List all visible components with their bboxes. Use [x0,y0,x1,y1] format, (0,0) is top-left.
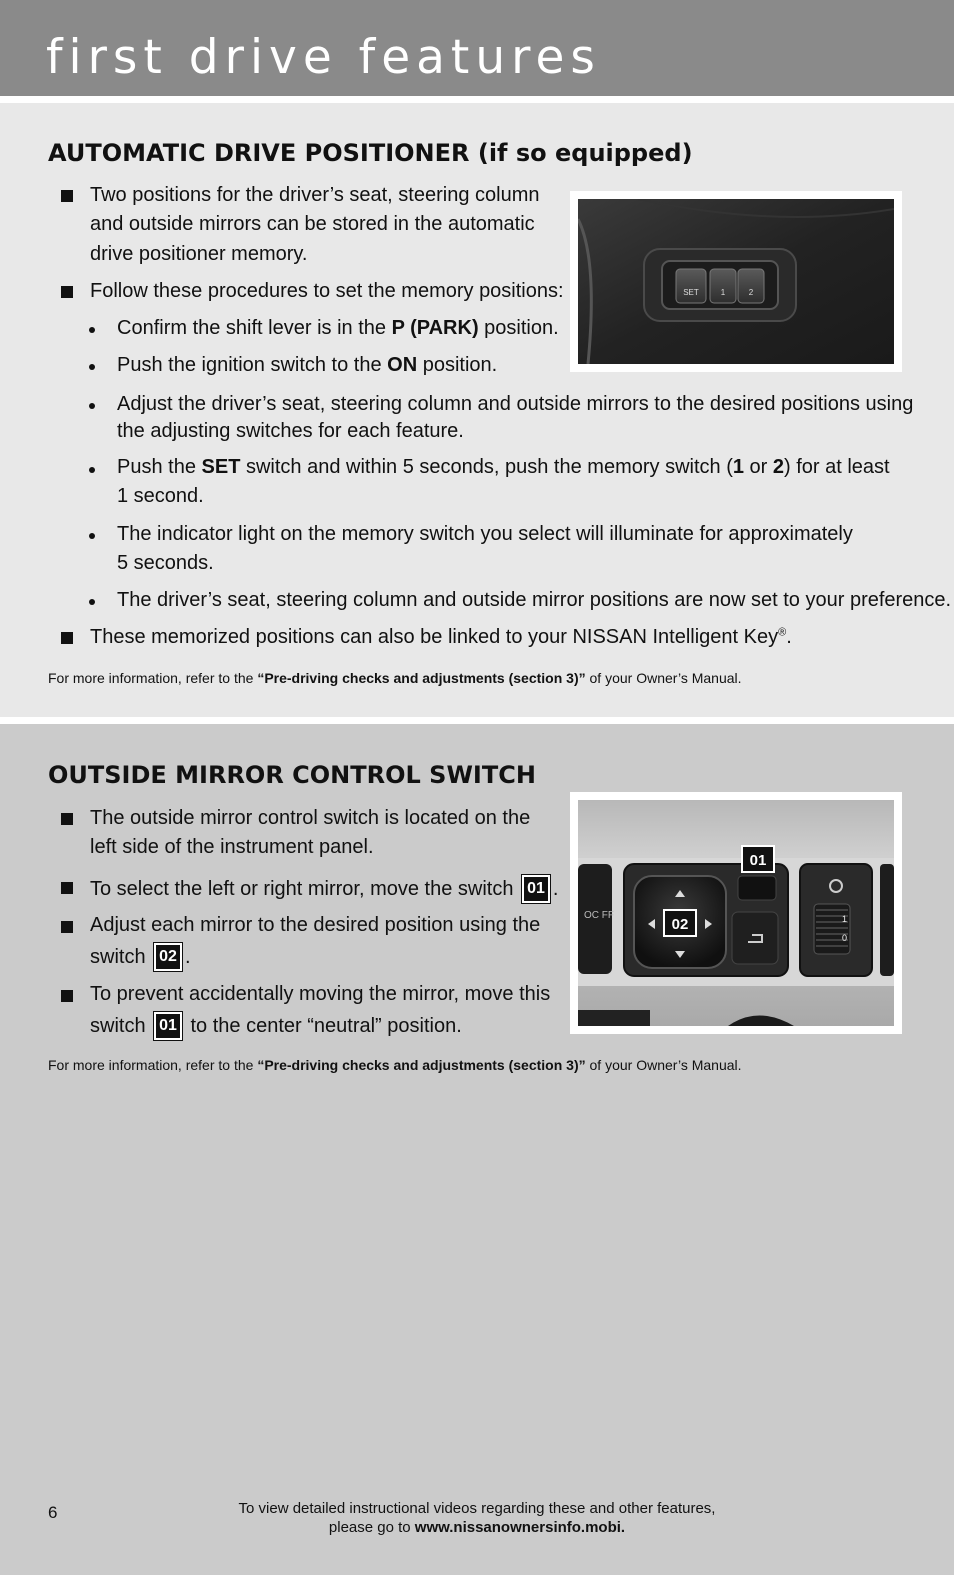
s1-bullet2: Follow these procedures to set the memory positions: [90,280,564,302]
mirror-switch-photo [578,800,894,1026]
section1-heading [48,139,693,167]
mirror-switch-photo-frame [570,792,902,1034]
page-header [0,0,954,96]
s1-step4-line2: 1 second. [117,485,204,507]
s1-bullet1-line2: and outside mirrors can be stored in the automatic [90,213,535,235]
footer-line1: To view detailed instructional videos regarding these and other features, [238,1500,716,1517]
photo-callout-01: 01 [749,852,767,869]
bullet-square [61,882,73,894]
section1-heading-main: AUTOMATIC DRIVE POSITIONER [48,139,470,167]
s2-bullet1-line2: left side of the instrument panel. [90,836,374,858]
s2-bullet3-line2: switch 02 . [90,943,191,971]
memory-switch-photo [578,199,894,364]
s1-bullet3: These memorized positions can also be linked to your NISSAN Intelligent Key®. [90,626,792,648]
s1-step3-line2: the adjusting switches for each feature. [117,420,464,442]
callout-badge-02: 02 [154,943,182,971]
bullet-square [61,632,73,644]
s2-bullet3-line1: Adjust each mirror to the desired position using the [90,914,541,936]
bullet-square [61,286,73,298]
s2-bullet2: To select the left or right mirror, move the switch 01 . [90,875,558,903]
footer-url-link[interactable]: www.nissanownersinfo.mobi. [414,1519,626,1536]
bullet-dot [89,599,95,605]
section2-heading: OUTSIDE MIRROR CONTROL SWITCH [48,761,536,789]
callout-badge-01: 01 [522,875,550,903]
photo-callout-02: 02 [671,916,689,933]
dial-1-label: 1 [842,914,848,924]
section1-heading-suffix: (if so equipped) [477,139,693,167]
memory-switch-photo-frame [570,191,902,372]
s2-reference-note: For more information, refer to the “Pre-driving checks and adjustments (section 3)” of your Owner’s Manual. [48,1057,742,1073]
s1-step5-line1: The indicator light on the memory switch you select will illuminate for approximately [117,523,853,545]
s2-bullet4-line1: To prevent accidentally moving the mirror, move this [90,983,551,1005]
page-number: 6 [48,1503,58,1522]
memory-2-label: 2 [748,288,754,297]
page-title: first drive features [46,30,601,85]
s1-bullet1-line3: drive positioner memory. [90,243,308,265]
bullet-square [61,813,73,825]
memory-1-label: 1 [720,288,726,297]
bullet-square [61,921,73,933]
bullet-square [61,990,73,1002]
s1-bullet1-line1: Two positions for the driver’s seat, steering column [90,184,540,206]
s1-step6: The driver’s seat, steering column and outside mirror positions are now set to your preference. [117,589,952,611]
s1-step2: Push the ignition switch to the ON position. [117,354,498,376]
bullet-dot [89,533,95,539]
s1-step3-line1: Adjust the driver’s seat, steering column and outside mirrors to the desired positions using [117,393,914,415]
footer-line2: please go to www.nissanownersinfo.mobi. [328,1519,626,1536]
s1-step1: Confirm the shift lever is in the P (PARK) position. [117,317,559,339]
s2-bullet1-line1: The outside mirror control switch is located on the [90,807,531,829]
set-button-label: SET [683,288,699,297]
dial-0-label: 0 [842,933,848,943]
photo-left-text: OC FF [584,910,614,921]
s1-reference-note: For more information, refer to the “Pre-driving checks and adjustments (section 3)” of your Owner’s Manual. [48,670,742,686]
callout-badge-01: 01 [154,1012,182,1040]
bullet-dot [89,467,95,473]
bullet-dot [89,327,95,333]
bullet-dot [89,403,95,409]
bullet-dot [89,364,95,370]
s1-step5-line2: 5 seconds. [117,552,214,574]
s1-step4-line1: Push the SET switch and within 5 seconds, push the memory switch (1 or 2) for at least [117,456,890,478]
s2-bullet4-line2: switch 01 to the center “neutral” position. [90,1012,462,1040]
bullet-square [61,190,73,202]
